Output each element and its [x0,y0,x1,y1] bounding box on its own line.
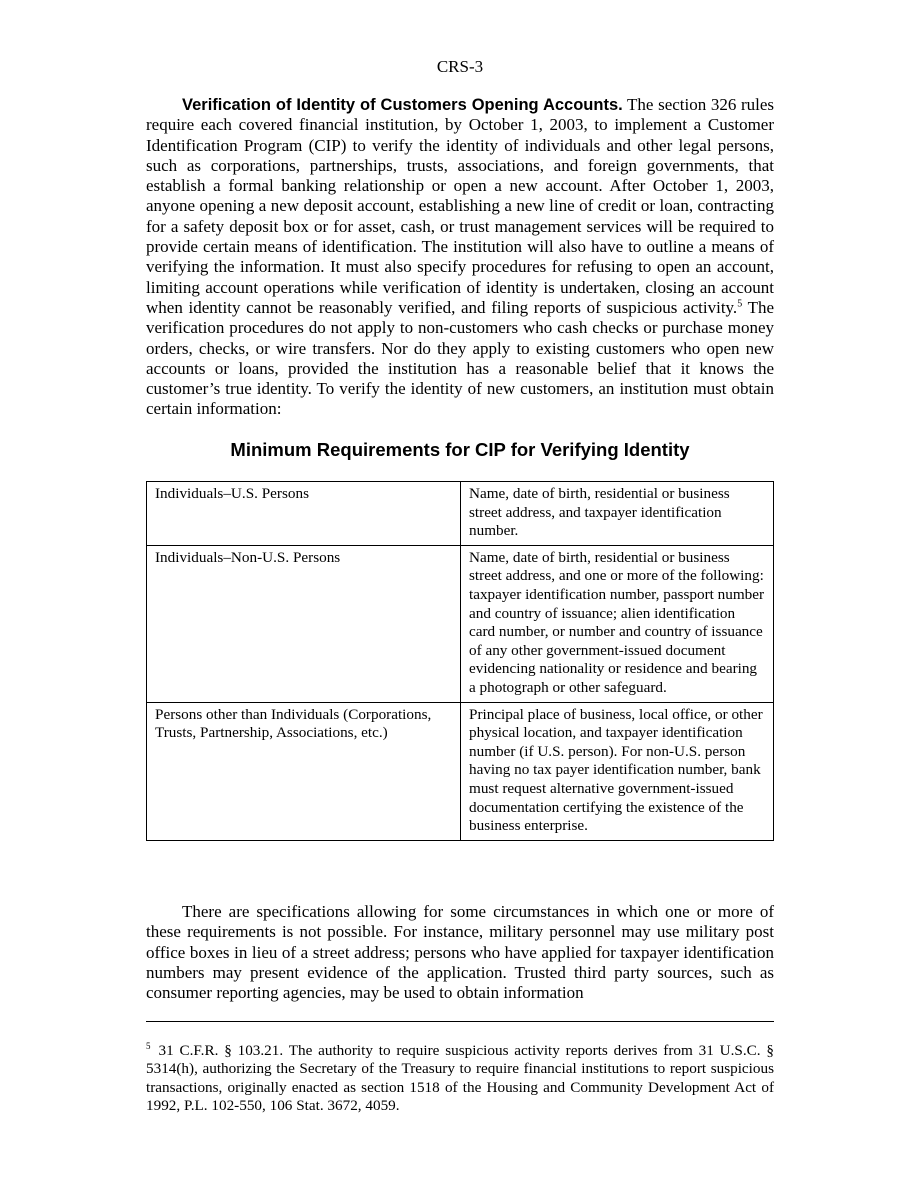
paragraph-text-continued: The verification procedures do not apply to non-customers who cash checks or purchase money orders, checks, or wire transfers. Nor do they apply to existing customers who open new accounts or loans, provided the institution has a reasonable belief that it knows the customer’s true identity. To verify the identity of new customers, an institution must obtain certain information: [146,297,775,419]
table-cell-requirement: Name, date of birth, residential or business street address, and one or more of the following: taxpayer identification number, passport number and country of issuance; alien identification card number, or number and country of issuance of any other government-issued document evidencing nationality or residence and bearing a photograph or other safeguard. [461,545,774,702]
table-title: Minimum Requirements for CIP for Verifying Identity [230,439,690,460]
footnote-text: 31 C.F.R. § 103.21. The authority to require suspicious activity reports derives from 31 U.S.C. § 5314(h), authorizing the Secretary of the Treasury to require financial institutions to report suspicious transactions, originally enacted as section 1518 of the Housing and Community Development Act of 1992, P.L. 102-550, 106 Stat. 3672, 4059. [146,1042,774,1115]
cip-requirements-table [146,481,774,841]
table-cell-requirement: Principal place of business, local office, or other physical location, and taxpayer identification number (if U.S. person). For non-U.S. person having no tax payer identification number, bank must request alternative government-issued documentation certifying the existence of the business enterprise. [461,702,774,840]
paragraph-verification-of-identity [146,95,774,420]
table-row [147,702,774,840]
paragraph-text: The section 326 rules require each covered financial institution, by October 1, 2003, to implement a Customer Identification Program (CIP) to verify the identity of individuals and other legal persons, such as corporations, partnerships, trusts, associations, and foreign governments, that establish a formal banking relationship or open a new account. After October 1, 2003, anyone opening a new deposit account, establishing a new line of credit or loan, contracting for a safety deposit box or for asset, cash, or trust management services will be required to provide certain means of identification. The institution will also have to outline a means of verifying the information. It must also specify procedures for refusing to open an account, limiting account operations while verification of identity is undertaken, closing an account when identity cannot be reasonably verified, and filing reports of suspicious activity. [146,95,775,317]
footnote [146,1042,774,1116]
table-cell-category: Individuals–U.S. Persons [147,482,461,546]
footnote-divider [146,1021,774,1022]
table-cell-requirement: Name, date of birth, residential or business street address, and taxpayer identification number. [461,482,774,546]
page-header: CRS-3 [436,57,484,76]
paragraph-specifications: There are specifications allowing for some circumstances in which one or more of these requirements is not possible. For instance, military personnel may use military post office boxes in lieu of a street address; persons who have applied for taxpayer identification numbers may present evidence of the application. Trusted third party sources, such as consumer reporting agencies, may be used to obtain information [146,902,774,1003]
run-in-heading: Verification of Identity of Customers Opening Accounts. [182,96,623,114]
footnote-reference: 5 [737,298,743,310]
table-cell-category: Individuals–Non-U.S. Persons [147,545,461,702]
table-cell-category: Persons other than Individuals (Corporations, Trusts, Partnership, Associations, etc.) [147,702,461,840]
table-row [147,482,774,546]
footnote-number: 5 [146,1040,151,1051]
table-row [147,545,774,702]
